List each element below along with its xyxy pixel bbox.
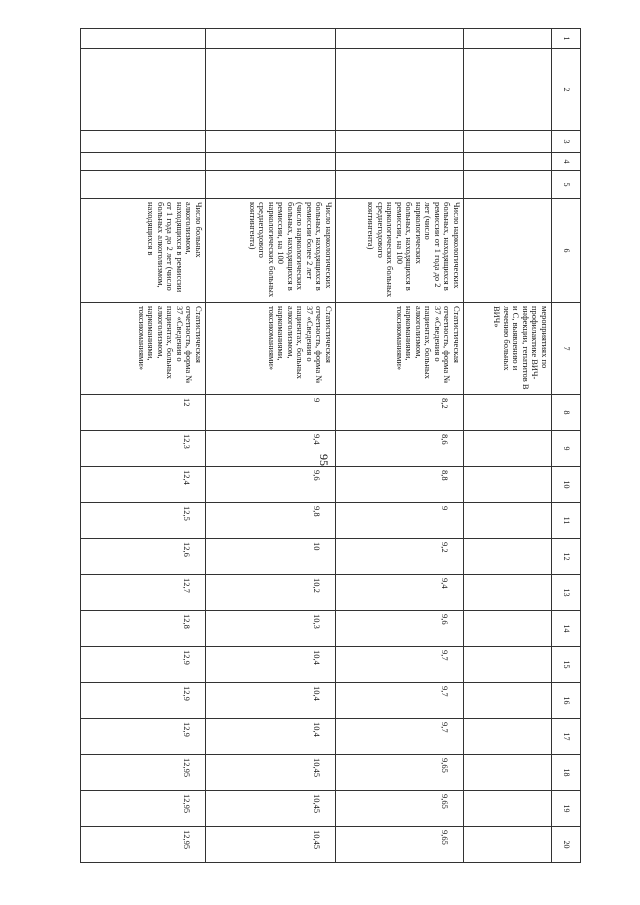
- column-header: 10: [552, 467, 581, 503]
- value-cell: [464, 467, 552, 503]
- value-cell: 9,6: [336, 611, 464, 647]
- empty-cell: [81, 29, 206, 49]
- value-cell: 9,4: [336, 575, 464, 611]
- indicator-name-cell: Число наркологических больных, находящихся в ремиссии от 1 года до 2 лет (число наркологических больных, находящихся в ремиссии, на 100 наркологических больных среднегодового контингента): [336, 199, 464, 303]
- value-cell: 10,45: [206, 827, 336, 863]
- table-row: [206, 29, 336, 863]
- column-header: 20: [552, 827, 581, 863]
- value-cell: 9,7: [336, 647, 464, 683]
- value-cell: 9,7: [336, 719, 464, 755]
- value-cell: 8,6: [336, 431, 464, 467]
- value-cell: 9,8: [206, 503, 336, 539]
- value-cell: 10,2: [206, 575, 336, 611]
- value-cell: 12,7: [81, 575, 206, 611]
- empty-cell: [336, 131, 464, 153]
- value-cell: [464, 539, 552, 575]
- value-cell: [464, 611, 552, 647]
- value-cell: 12,3: [81, 431, 206, 467]
- value-cell: 12,9: [81, 647, 206, 683]
- column-header: 5: [552, 171, 581, 199]
- empty-cell: [81, 131, 206, 153]
- indicator-name-cell: Число наркологических больных, находящихся в ремиссии более 2 лет (число наркологических больных, находящихся в ремиссии, на 100 наркологических больных среднегодового контингента): [206, 199, 336, 303]
- value-cell: [464, 431, 552, 467]
- empty-cell: [206, 171, 336, 199]
- empty-cell: [81, 171, 206, 199]
- value-cell: 12,8: [81, 611, 206, 647]
- empty-cell: [206, 49, 336, 131]
- value-cell: 12,95: [81, 827, 206, 863]
- empty-cell: [464, 29, 552, 49]
- column-header: 3: [552, 131, 581, 153]
- page-number: 95: [317, 454, 331, 466]
- header-row: [552, 29, 581, 863]
- column-header: 1: [552, 29, 581, 49]
- column-header: 9: [552, 431, 581, 467]
- empty-cell: [336, 49, 464, 131]
- value-cell: [464, 503, 552, 539]
- indicator-table: [80, 28, 581, 863]
- value-cell: [464, 647, 552, 683]
- value-cell: 9,4: [206, 431, 336, 467]
- value-cell: 8,2: [336, 395, 464, 431]
- value-cell: 9,6: [206, 467, 336, 503]
- column-header: 16: [552, 683, 581, 719]
- value-cell: 12,6: [81, 539, 206, 575]
- indicator-name-cell: [464, 199, 552, 303]
- empty-cell: [81, 153, 206, 171]
- data-source-cell: Статистическая отчетность, форма № 37 «Сведения о пациентах, больных алкоголизмом, наркоманиями, токсикоманиями»: [81, 303, 206, 395]
- value-cell: 10,4: [206, 683, 336, 719]
- value-cell: [464, 827, 552, 863]
- value-cell: 10,4: [206, 719, 336, 755]
- value-cell: 12: [81, 395, 206, 431]
- value-cell: 10,4: [206, 647, 336, 683]
- value-cell: [464, 791, 552, 827]
- column-header: 17: [552, 719, 581, 755]
- column-header: 13: [552, 575, 581, 611]
- data-source-cell: Статистическая отчетность, форма № 37 «Сведения о пациентах, больных алкоголизмом, наркоманиями, токсикоманиями»: [206, 303, 336, 395]
- value-cell: 9: [336, 503, 464, 539]
- column-header: 8: [552, 395, 581, 431]
- empty-cell: [336, 153, 464, 171]
- column-header: 15: [552, 647, 581, 683]
- empty-cell: [206, 131, 336, 153]
- value-cell: 8,8: [336, 467, 464, 503]
- empty-cell: [464, 49, 552, 131]
- value-cell: 9,7: [336, 683, 464, 719]
- value-cell: 10,3: [206, 611, 336, 647]
- value-cell: 12,95: [81, 791, 206, 827]
- value-cell: 9,65: [336, 791, 464, 827]
- column-header: 7: [552, 303, 581, 395]
- column-header: 11: [552, 503, 581, 539]
- column-header: 18: [552, 755, 581, 791]
- empty-cell: [464, 153, 552, 171]
- value-cell: 12,9: [81, 683, 206, 719]
- column-header: 4: [552, 153, 581, 171]
- empty-cell: [206, 29, 336, 49]
- empty-cell: [206, 153, 336, 171]
- value-cell: 9,65: [336, 755, 464, 791]
- value-cell: 10: [206, 539, 336, 575]
- table-row: [81, 29, 206, 863]
- value-cell: [464, 755, 552, 791]
- value-cell: 12,9: [81, 719, 206, 755]
- value-cell: 10,45: [206, 755, 336, 791]
- table-row: [464, 29, 552, 863]
- value-cell: 9,2: [336, 539, 464, 575]
- empty-cell: [336, 29, 464, 49]
- value-cell: [464, 395, 552, 431]
- data-source-cell: мероприятиях по профилактике ВИЧ-инфекции, гепатитов В и С, выявлению и лечению больных ВИЧ»: [464, 303, 552, 395]
- column-header: 19: [552, 791, 581, 827]
- value-cell: [464, 575, 552, 611]
- value-cell: [464, 719, 552, 755]
- column-header: 14: [552, 611, 581, 647]
- value-cell: 9: [206, 395, 336, 431]
- rotated-table-container: [86, 28, 581, 862]
- data-source-cell: Статистическая отчетность, форма № 37 «Сведения о пациентах, больных алкоголизмом, наркоманиями, токсикоманиями»: [336, 303, 464, 395]
- empty-cell: [336, 171, 464, 199]
- value-cell: [464, 683, 552, 719]
- empty-cell: [81, 49, 206, 131]
- column-header: 6: [552, 199, 581, 303]
- indicator-name-cell: Число больных алкоголизмом, находящихся в ремиссии от 1 года до 2 лет (число больных алкоголизмом, находящихся в: [81, 199, 206, 303]
- column-header: 2: [552, 49, 581, 131]
- table-row: [336, 29, 464, 863]
- column-header: 12: [552, 539, 581, 575]
- value-cell: 12,4: [81, 467, 206, 503]
- value-cell: 9,65: [336, 827, 464, 863]
- empty-cell: [464, 131, 552, 153]
- value-cell: 10,45: [206, 791, 336, 827]
- value-cell: 12,5: [81, 503, 206, 539]
- empty-cell: [464, 171, 552, 199]
- value-cell: 12,95: [81, 755, 206, 791]
